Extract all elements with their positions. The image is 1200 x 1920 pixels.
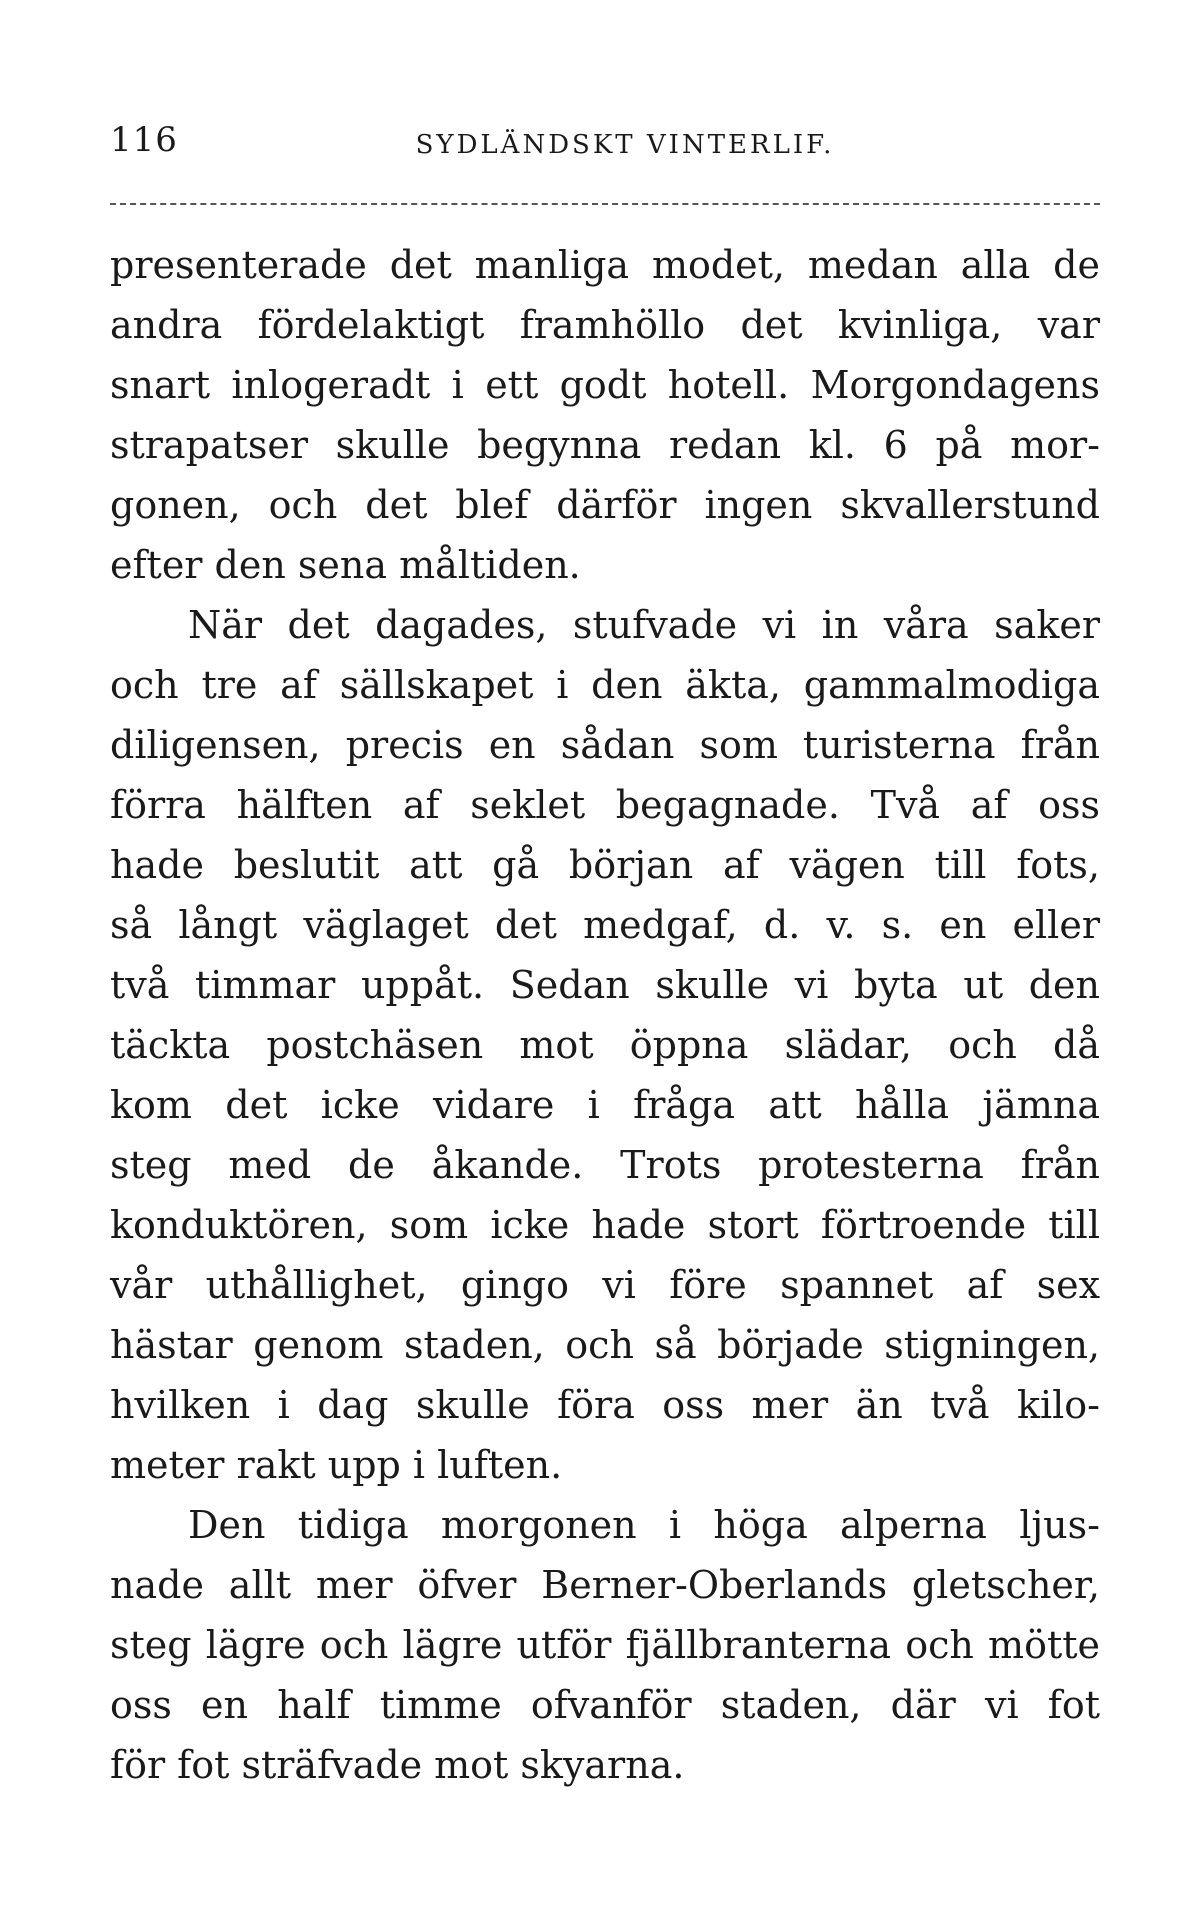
text-line: Den tidiga morgonen i höga alperna ljus- <box>188 1503 1100 1547</box>
text-line: strapatser skulle begynna redan kl. 6 på mor- <box>110 423 1100 467</box>
text-line: hvilken i dag skulle föra oss mer än två kilo- <box>110 1383 1100 1427</box>
text-line: efter den sena måltiden. <box>110 543 581 587</box>
page-header <box>110 120 1100 170</box>
text-line: steg med de åkande. Trots protesterna från <box>110 1143 1100 1187</box>
running-title: SYDLÄNDSKT VINTERLIF. <box>415 130 835 160</box>
header-rule <box>110 203 1100 205</box>
text-line: och tre af sällskapet i den äkta, gammalmodiga <box>110 663 1100 707</box>
text-line: så långt väglaget det medgaf, d. v. s. en eller <box>110 903 1100 947</box>
text-line: hade beslutit att gå början af vägen till fots, <box>110 843 1100 887</box>
text-line: meter rakt upp i luften. <box>110 1443 563 1487</box>
text-line: förra hälften af seklet begagnade. Två af oss <box>110 783 1100 827</box>
text-line: diligensen, precis en sådan som turisterna från <box>110 723 1100 767</box>
body-text <box>110 235 1100 1795</box>
text-line: oss en half timme ofvanför staden, där vi fot <box>110 1683 1100 1727</box>
text-line: steg lägre och lägre utför fjällbranterna och mötte <box>110 1623 1100 1667</box>
text-line: presenterade det manliga modet, medan alla de <box>110 243 1100 287</box>
text-line: gonen, och det blef därför ingen skvallerstund <box>110 483 1100 527</box>
text-line: nade allt mer öfver Berner-Oberlands gletscher, <box>110 1563 1100 1607</box>
text-line: När det dagades, stufvade vi in våra saker <box>188 603 1100 647</box>
text-line: täckta postchäsen mot öppna slädar, och då <box>110 1023 1100 1067</box>
text-line: konduktören, som icke hade stort förtroende till <box>110 1203 1100 1247</box>
page-number: 116 <box>110 120 178 160</box>
text-line: vår uthållighet, gingo vi före spannet af sex <box>110 1263 1100 1307</box>
text-line: hästar genom staden, och så började stigningen, <box>110 1323 1100 1367</box>
text-line: andra fördelaktigt framhöllo det kvinliga, var <box>110 303 1100 347</box>
text-line: två timmar uppåt. Sedan skulle vi byta ut den <box>110 963 1100 1007</box>
text-line: snart inlogeradt i ett godt hotell. Morgondagens <box>110 363 1100 407</box>
text-line: kom det icke vidare i fråga att hålla jämna <box>110 1083 1100 1127</box>
text-line: för fot sträfvade mot skyarna. <box>110 1743 685 1787</box>
